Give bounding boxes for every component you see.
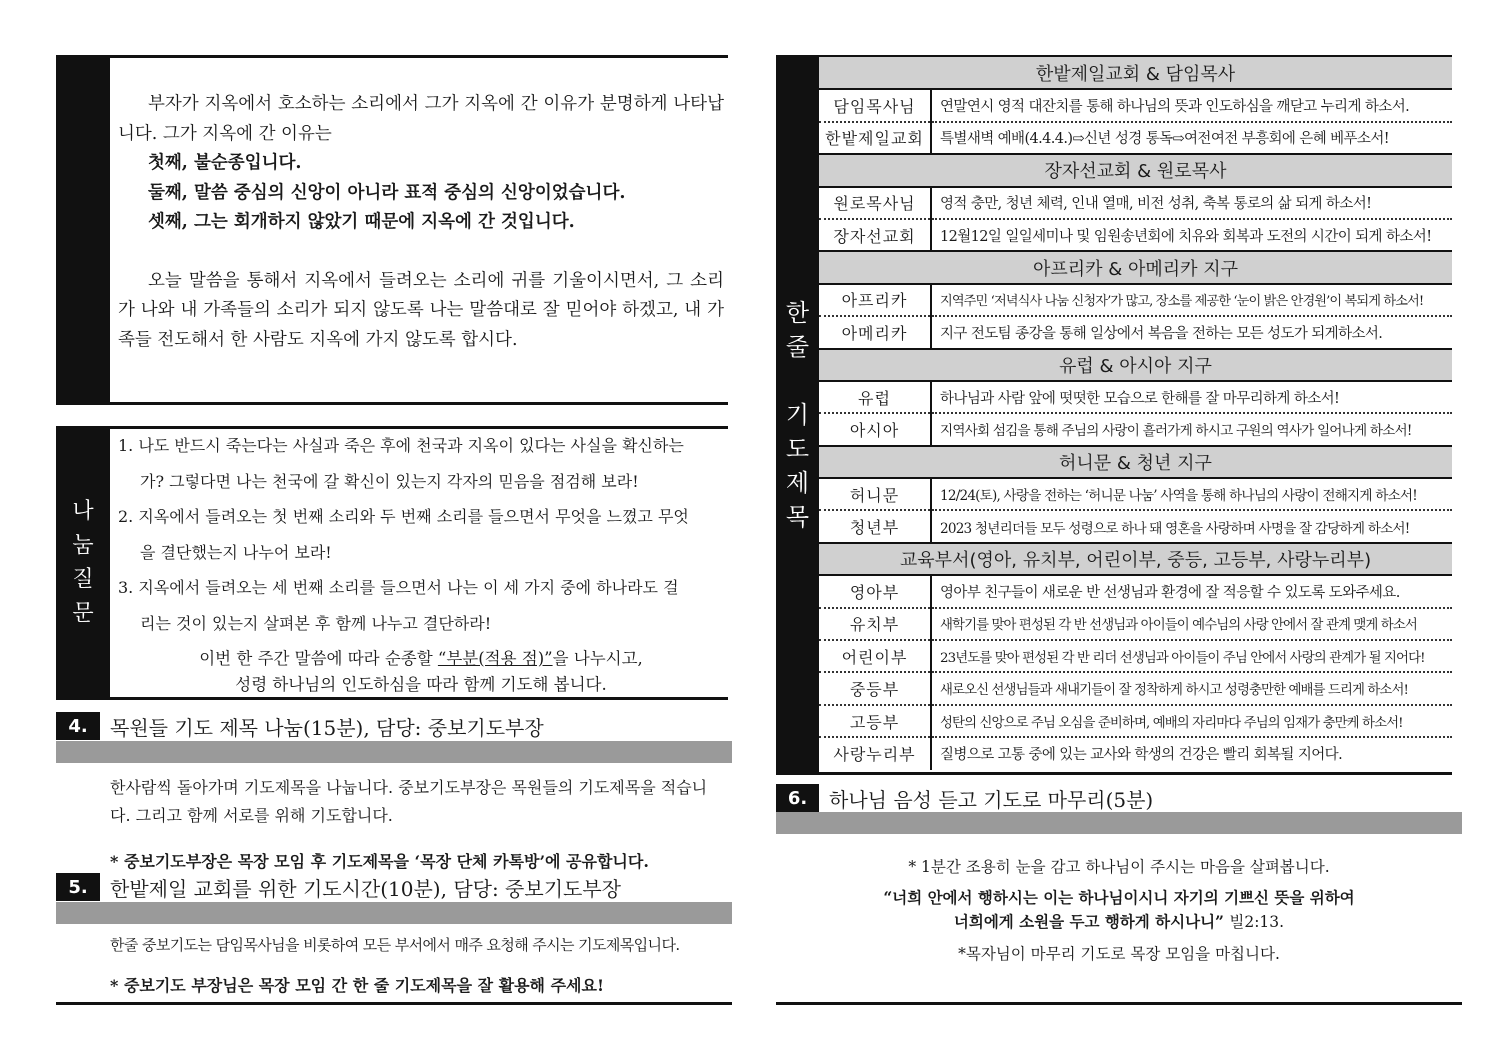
table-row [819, 640, 1452, 672]
row-request: 지역주민 ‘저녁식사 나눔 신청자’가 많고, 장소를 제공한 ‘눈이 밝은 안경원’이 복되게 하소서! [931, 284, 1452, 316]
section-5-note: * 중보기도 부장님은 목장 모임 간 한 줄 기도제목을 잘 활용해 주세요! [110, 976, 604, 995]
sermon-conclusion: 오늘 말씀을 통해서 지옥에서 들려오는 소리에 귀를 기울이시면서, 그 소리가 나와 내 가족들의 소리가 되지 않도록 나는 말씀대로 잘 믿어야 하겠고, 내 가족들 전도해서 한 사람도 지옥에 가지 않도록 합시다. [118, 270, 724, 350]
section-5-body: 한줄 중보기도는 담임목사님을 비롯하여 모든 부서에서 매주 요청해 주시는 기도제목입니다. [110, 936, 680, 954]
side-char: 제 [785, 469, 810, 497]
group-header-row [819, 154, 1452, 186]
section-4-note: * 중보기도부장은 목장 모임 후 기도제목을 ‘목장 단체 카톡방’에 공유합니다. [110, 852, 649, 871]
section-5-number: 5. [56, 873, 100, 901]
closing-pre: 이번 한 주간 말씀에 따라 순종할 [199, 649, 438, 668]
right-bottom-rule [776, 1002, 1462, 1005]
sharing-questions [118, 428, 724, 641]
row-label: 허니문 [819, 478, 931, 510]
row-request: 2023 청년리더들 모두 성령으로 하나 돼 영혼을 사랑하며 사명을 잘 감당하게 하소서! [940, 520, 1410, 537]
section-6-divider [776, 812, 1462, 834]
sermon-intro: 부자가 지옥에서 호소하는 소리에서 그가 지옥에 간 이유가 분명하게 나타납니다. 그가 지옥에 간 이유는 [118, 94, 724, 144]
verse-reference: 빌2:13. [1229, 913, 1285, 931]
row-label: 유치부 [819, 608, 931, 640]
section-4-divider [56, 741, 732, 763]
row-label: 한밭제일교회 [819, 122, 931, 154]
row-request: 지구 전도팀 종강을 통해 일상에서 복음을 전하는 모든 성도가 되게하소서. [940, 325, 1383, 342]
silence-note: * 1분간 조용히 눈을 감고 하나님이 주시는 마음을 살펴봅니다. [908, 858, 1330, 876]
table-row [819, 219, 1452, 251]
row-request: 하나님과 사람 앞에 떳떳한 모습으로 한해를 잘 마무리하게 하소서! [931, 381, 1452, 413]
side-char: 기 [785, 401, 810, 429]
question-2-line-2: 을 결단했는지 나누어 보라! [140, 542, 332, 562]
row-label: 원로목사님 [819, 187, 931, 219]
side-char: 눔 [72, 533, 94, 558]
row-request: 새로오신 선생님들과 새내기들이 잘 정착하게 하시고 성령충만한 예배를 드리게 하소서! [931, 672, 1452, 704]
sermon-point-3: 셋째, 그는 회개하지 않았기 때문에 지옥에 간 것입니다. [148, 212, 575, 232]
side-char: 나 [72, 499, 94, 524]
row-request: 새학기를 맞아 편성된 각 반 선생님과 아이들이 예수님의 사랑 안에서 잘 관계 맺게 하소서 [931, 608, 1452, 640]
row-request: 성탄의 신앙으로 주님 오심을 준비하며, 예배의 자리마다 주님의 임재가 충만케 하소서! [931, 705, 1452, 737]
question-1-line-2: 가? 그렇다면 나는 천국에 갈 확신이 있는지 각자의 믿음을 점검해 보라! [140, 471, 639, 491]
table-row [819, 89, 1452, 121]
group-header-row [819, 446, 1452, 478]
table-row [819, 705, 1452, 737]
row-request: 지역사회 섬김을 통해 주님의 사랑이 흘러가게 하시고 구원의 역사가 일어나게 하소서! [940, 423, 1412, 440]
verse-line-2: 너희에게 소원을 두고 행하게 하시나니” [953, 912, 1224, 931]
row-label: 유럽 [819, 381, 931, 413]
sermon-point-2: 둘째, 말씀 중심의 신앙이 아니라 표적 중심의 신앙이었습니다. [148, 182, 626, 203]
group-title: 장자선교회 & 원로목사 [819, 154, 1452, 186]
row-request: 12월12일 일일세미나 및 임원송년회에 치유와 회복과 도전의 시간이 되게 하소서! [940, 228, 1432, 245]
side-char: 도 [785, 435, 810, 463]
row-label: 장자선교회 [819, 219, 931, 251]
closing-line-2: 성령 하나님의 인도하심을 따라 함께 기도해 봅니다. [235, 675, 607, 694]
table-row [819, 478, 1452, 510]
table-row [819, 737, 1452, 769]
row-request: 특별새벽 예배(4.4.4.)⇨신년 성경 통독⇨여전여전 부흥회에 은혜 베푸소서! [940, 131, 1389, 148]
prayer-requests-table [819, 57, 1452, 770]
row-request: 연말연시 영적 대잔치를 통해 하나님의 뜻과 인도하심을 깨닫고 누리게 하소서. [931, 89, 1452, 121]
table-row [819, 510, 1452, 542]
table-row [819, 316, 1452, 348]
sermon-side-bar [56, 55, 110, 405]
row-label: 담임목사님 [819, 89, 931, 121]
side-char: 한 [785, 299, 810, 327]
row-request: 질병으로 고통 중에 있는 교사와 학생의 건강은 빨리 회복될 지어다. [940, 747, 1343, 764]
question-1-line-1: 1. 나도 반드시 죽는다는 사실과 죽은 후에 천국과 지옥이 있다는 사실을 확신하는 [118, 436, 684, 455]
group-header-row [819, 57, 1452, 89]
sharing-side-label [56, 426, 110, 700]
group-header-row [819, 543, 1452, 575]
group-title: 교육부서(영아, 유치부, 어린이부, 중등, 고등부, 사랑누리부) [819, 543, 1452, 575]
table-row [819, 672, 1452, 704]
side-char: 목 [785, 503, 810, 531]
row-request: 23년도를 맞아 편성된 각 반 리더 선생님과 아이들이 주님 안에서 사랑의 관계가 될 지어다! [931, 640, 1452, 672]
table-row [819, 187, 1452, 219]
question-3-line-1: 3. 지옥에서 들려오는 세 번째 소리를 들으면서 나는 이 세 가지 중에 하나라도 걸 [118, 578, 679, 597]
row-request: 영아부 친구들이 새로운 반 선생님과 환경에 잘 적응할 수 있도록 도와주세요. [931, 575, 1452, 607]
section-4-body: 한사람씩 돌아가며 기도제목을 나눕니다. 중보기도부장은 목원들의 기도제목을 적습니다. 그리고 함께 서로를 위해 기도합니다. [110, 778, 708, 825]
row-request: 영적 충만, 청년 체력, 인내 열매, 비전 성취, 축복 통로의 삶 되게 하소서! [931, 187, 1452, 219]
sharing-closing [118, 646, 724, 698]
group-header-row [819, 251, 1452, 283]
group-title: 허니문 & 청년 지구 [819, 446, 1452, 478]
row-label: 사랑누리부 [819, 737, 931, 769]
prayer-side-label [776, 55, 819, 775]
table-row [819, 608, 1452, 640]
section-6-title: 하나님 음성 듣고 기도로 마무리(5분) [829, 787, 1154, 812]
table-row [819, 575, 1452, 607]
row-label: 중등부 [819, 672, 931, 704]
closing-emphasis: “부분(적용 점)” [437, 649, 553, 668]
final-note: *목자님이 마무리 기도로 목장 모임을 마칩니다. [958, 945, 1280, 963]
row-label: 고등부 [819, 705, 931, 737]
section-4-header [56, 712, 544, 740]
side-char: 문 [72, 601, 94, 626]
question-3-line-2: 리는 것이 있는지 살펴본 후 함께 나누고 결단하라! [140, 613, 492, 633]
section-5-divider [56, 902, 732, 924]
table-row [819, 381, 1452, 413]
section-5-title: 한밭제일 교회를 위한 기도시간(10분), 담당: 중보기도부장 [110, 876, 621, 901]
table-row [819, 413, 1452, 445]
verse-line-1: “너희 안에서 행하시는 이는 하나님이시니 자기의 기쁘신 뜻을 위하여 [883, 888, 1355, 907]
row-label: 아메리카 [819, 316, 931, 348]
row-label: 어린이부 [819, 640, 931, 672]
row-label: 아시아 [819, 413, 931, 445]
section-4-number: 4. [56, 712, 100, 740]
row-label: 아프리카 [819, 284, 931, 316]
group-title: 한밭제일교회 & 담임목사 [819, 57, 1452, 89]
group-title: 유럽 & 아시아 지구 [819, 349, 1452, 381]
closing-post: 을 나누시고, [552, 649, 643, 668]
sermon-point-1: 첫째, 불순종입니다. [148, 153, 302, 173]
side-char: 줄 [785, 333, 810, 361]
section-5-header [56, 873, 621, 901]
section-6-number: 6. [776, 784, 819, 812]
section-6-header [776, 784, 1153, 812]
table-row [819, 122, 1452, 154]
bible-verse [776, 886, 1462, 934]
left-bottom-rule [56, 1002, 732, 1005]
table-row [819, 284, 1452, 316]
row-request: 12/24(토), 사랑을 전하는 ‘허니문 나눔’ 사역을 통해 하나님의 사랑이 전해지게 하소서! [931, 478, 1452, 510]
row-label: 영아부 [819, 575, 931, 607]
row-label: 청년부 [819, 510, 931, 542]
side-char: 질 [72, 567, 94, 592]
group-title: 아프리카 & 아메리카 지구 [819, 251, 1452, 283]
question-2-line-1: 2. 지옥에서 들려오는 첫 번째 소리와 두 번째 소리를 들으면서 무엇을 느꼈고 무엇 [118, 507, 689, 526]
sermon-text [118, 90, 724, 355]
group-header-row [819, 349, 1452, 381]
section-4-title: 목원들 기도 제목 나눔(15분), 담당: 중보기도부장 [110, 715, 544, 740]
